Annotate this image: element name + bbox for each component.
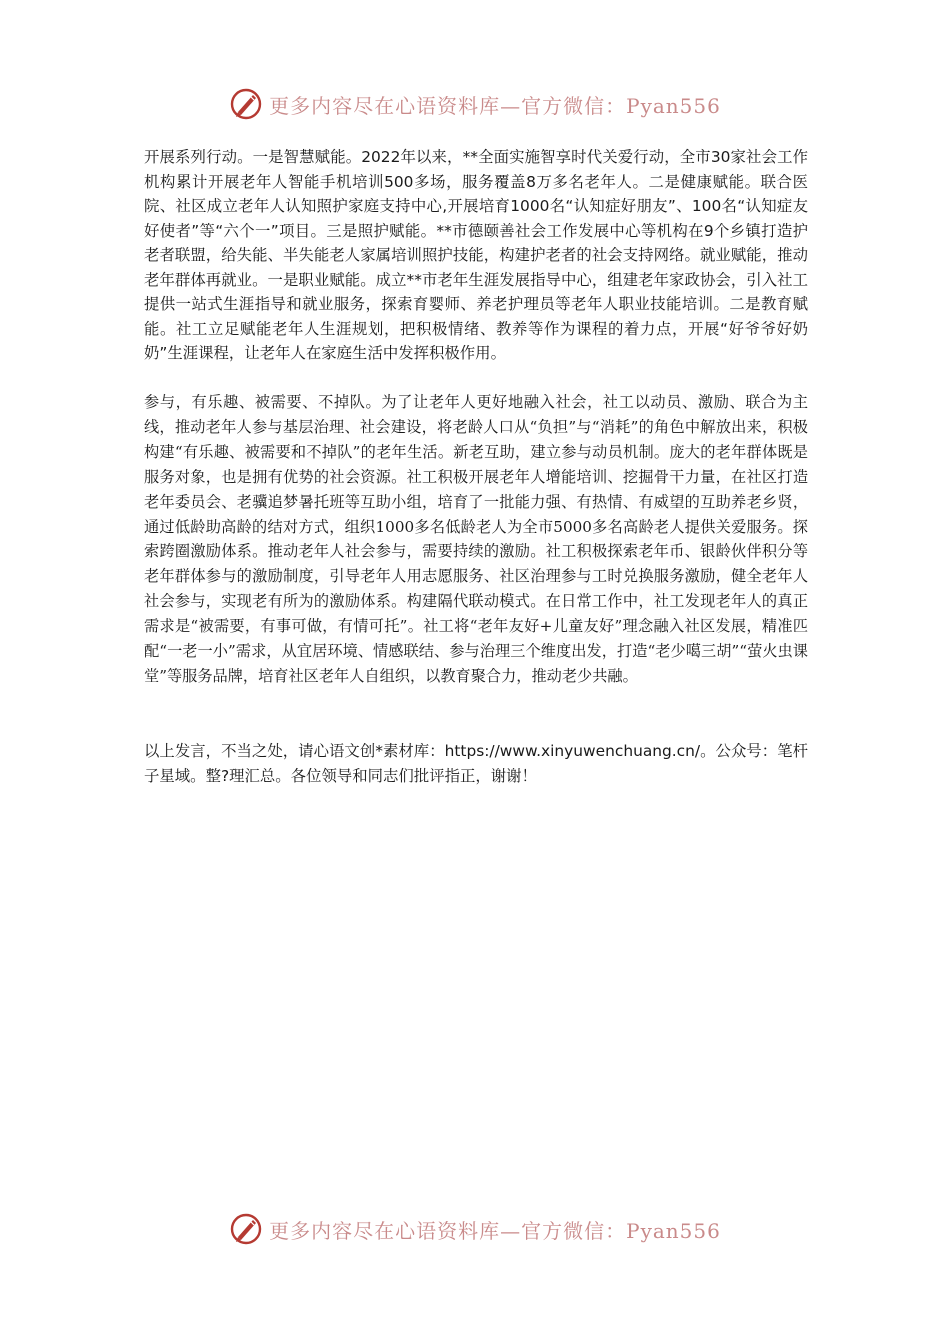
header-banner-text: 更多内容尽在心语资料库—官方微信：Pyan556: [269, 93, 721, 118]
paragraph-2: 参与，有乐趣、被需要、不掉队。为了让老年人更好地融入社会，社工以动员、激励、联合为主线，推动老年人参与基层治理、社会建设，将老龄人口从“负担”与“消耗”的角色中解放出来，积极构建“有乐趣、被需要和不掉队”的老年生活。新老互助，建立参与动员机制。庞大的老年群体既是服务对象，也是拥有优势的社会资源。社工积极开展老年人增能培训、挖掘骨干力量，在社区打造老年委员会、老骥追梦暑托班等互助小组，培育了一批能力强、有热情、有威望的互助养老乡贤，通过低龄助高龄的结对方式，组织1000多名低龄老人为全市5000多名高龄老人提供关爱服务。探索跨圈激励体系。推动老年人社会参与，需要持续的激励。社工积极探索老年币、银龄伙伴积分等老年群体参与的激励制度，引导老年人用志愿服务、社区治理参与工时兑换服务激励，健全老年人社会参与，实现老有所为的激励体系。构建隔代联动模式。在日常工作中，社工发现老年人的真正需求是“被需要，有事可做，有情可托”。社工将“老年友好+儿童友好”理念融入社区发展，精准匹配“一老一小”需求，从宜居环境、情感联结、参与治理三个维度出发，打造“老少噶三胡”“萤火虫课堂”等服务品牌，培育社区老年人自组织，以教育聚合力，推动老少共融。: [144, 393, 808, 685]
header-banner: [0, 84, 950, 124]
closing-paragraph: 以上发言，不当之处，请心语文创*素材库：https://www.xinyuwenchuang.cn/。公众号：笔杆子星域。整?理汇总。各位领导和同志们批评指正，谢谢！: [144, 742, 808, 785]
pen-circle-logo-icon: [229, 87, 263, 121]
document-body: [144, 145, 808, 789]
footer-banner: [0, 1209, 950, 1249]
footer-banner-text: 更多内容尽在心语资料库—官方微信：Pyan556: [269, 1218, 721, 1243]
paragraph-1: 开展系列行动。一是智慧赋能。2022年以来，**全面实施智享时代关爱行动，全市30家社会工作机构累计开展老年人智能手机培训500多场，服务覆盖8万多名老年人。二是健康赋能。联合医院、社区成立老年人认知照护家庭支持中心,开展培育1000名“认知症好朋友”、100名“认知症友好使者”等“六个一”项目。三是照护赋能。**市德颐善社会工作发展中心等机构在9个乡镇打造护老者联盟，给失能、半失能老人家属培训照护技能，构建护老者的社会支持网络。就业赋能，推动老年群体再就业。一是职业赋能。成立**市老年生涯发展指导中心，组建老年家政协会，引入社工提供一站式生涯指导和就业服务，探索育婴师、养老护理员等老年人职业技能培训。二是教育赋能。社工立足赋能老年人生涯规划，把积极情绪、教养等作为课程的着力点，开展“好爷爷好奶奶”生涯课程，让老年人在家庭生活中发挥积极作用。: [144, 148, 808, 362]
pen-circle-logo-icon: [229, 1212, 263, 1246]
